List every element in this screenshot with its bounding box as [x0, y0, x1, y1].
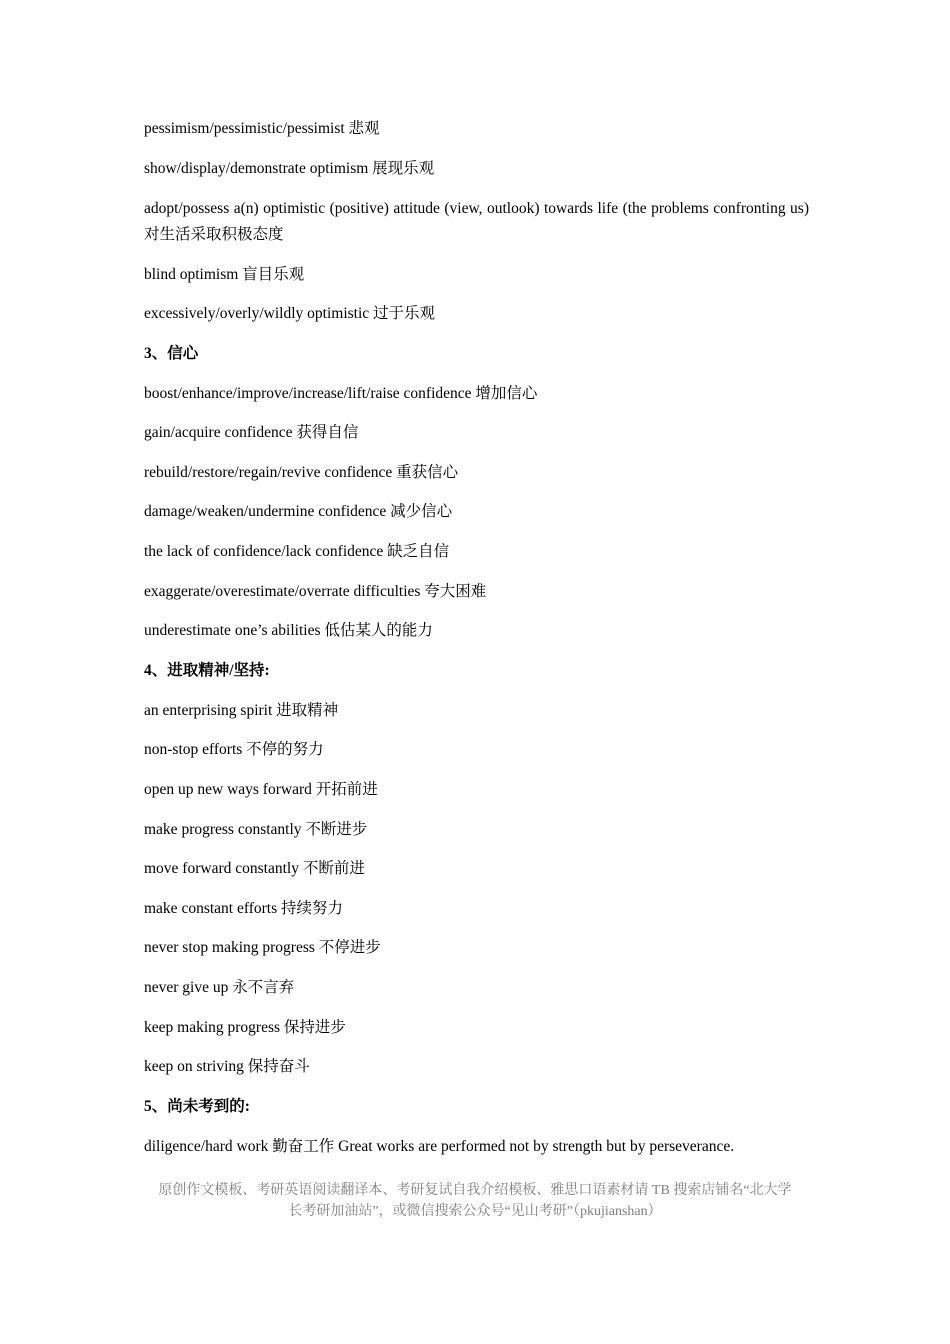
phrase-line: exaggerate/overestimate/overrate difficulties 夸大困难	[144, 583, 487, 600]
phrase-line: excessively/overly/wildly optimistic 过于乐观	[144, 305, 436, 322]
phrase-line: damage/weaken/undermine confidence 减少信心	[144, 503, 453, 520]
phrase-line: make progress constantly 不断进步	[144, 821, 368, 838]
phrase-line: make constant efforts 持续努力	[144, 900, 344, 917]
phrase-line: never stop making progress 不停进步	[144, 939, 381, 956]
phrase-line: pessimism/pessimistic/pessimist 悲观	[144, 120, 380, 137]
phrase-line: keep making progress 保持进步	[144, 1019, 346, 1036]
phrase-line: keep on striving 保持奋斗	[144, 1058, 310, 1075]
phrase-line: boost/enhance/improve/increase/lift/raise confidence 增加信心	[144, 385, 538, 402]
section-heading-confidence: 3、信心	[144, 345, 199, 362]
phrase-line: non-stop efforts 不停的努力	[144, 741, 324, 758]
phrase-line: rebuild/restore/regain/revive confidence 重获信心	[144, 464, 459, 481]
section-heading-enterprising: 4、进取精神/坚持:	[144, 662, 270, 679]
page-footer	[140, 1180, 810, 1222]
phrase-line: diligence/hard work 勤奋工作 Great works are performed not by strength but by perseverance.	[144, 1138, 735, 1155]
phrase-line: the lack of confidence/lack confidence 缺乏自信	[144, 543, 450, 560]
phrase-line: move forward constantly 不断前进	[144, 860, 365, 877]
phrase-line: gain/acquire confidence 获得自信	[144, 424, 359, 441]
phrase-line: an enterprising spirit 进取精神	[144, 702, 339, 719]
phrase-line: never give up 永不言弃	[144, 979, 295, 996]
phrase-line: show/display/demonstrate optimism 展现乐观	[144, 160, 435, 177]
phrase-line: underestimate one’s abilities 低估某人的能力	[144, 622, 433, 639]
phrase-line: adopt/possess a(n) optimistic (positive) attitude (view, outlook) towards life (the problems confronting us) 对生活采取积极态度	[144, 200, 809, 243]
phrase-line: blind optimism 盲目乐观	[144, 266, 305, 283]
footer-line-2: 长考研加油站”，或微信搜索公众号“见山考研”（pkujianshan）	[288, 1204, 662, 1219]
phrase-line: open up new ways forward 开拓前进	[144, 781, 378, 798]
footer-line-1: 原创作文模板、考研英语阅读翻译本、考研复试自我介绍模板、雅思口语素材请 TB 搜索店铺名“北大学	[158, 1183, 792, 1198]
section-heading-not-yet-tested: 5、尚未考到的:	[144, 1098, 250, 1115]
